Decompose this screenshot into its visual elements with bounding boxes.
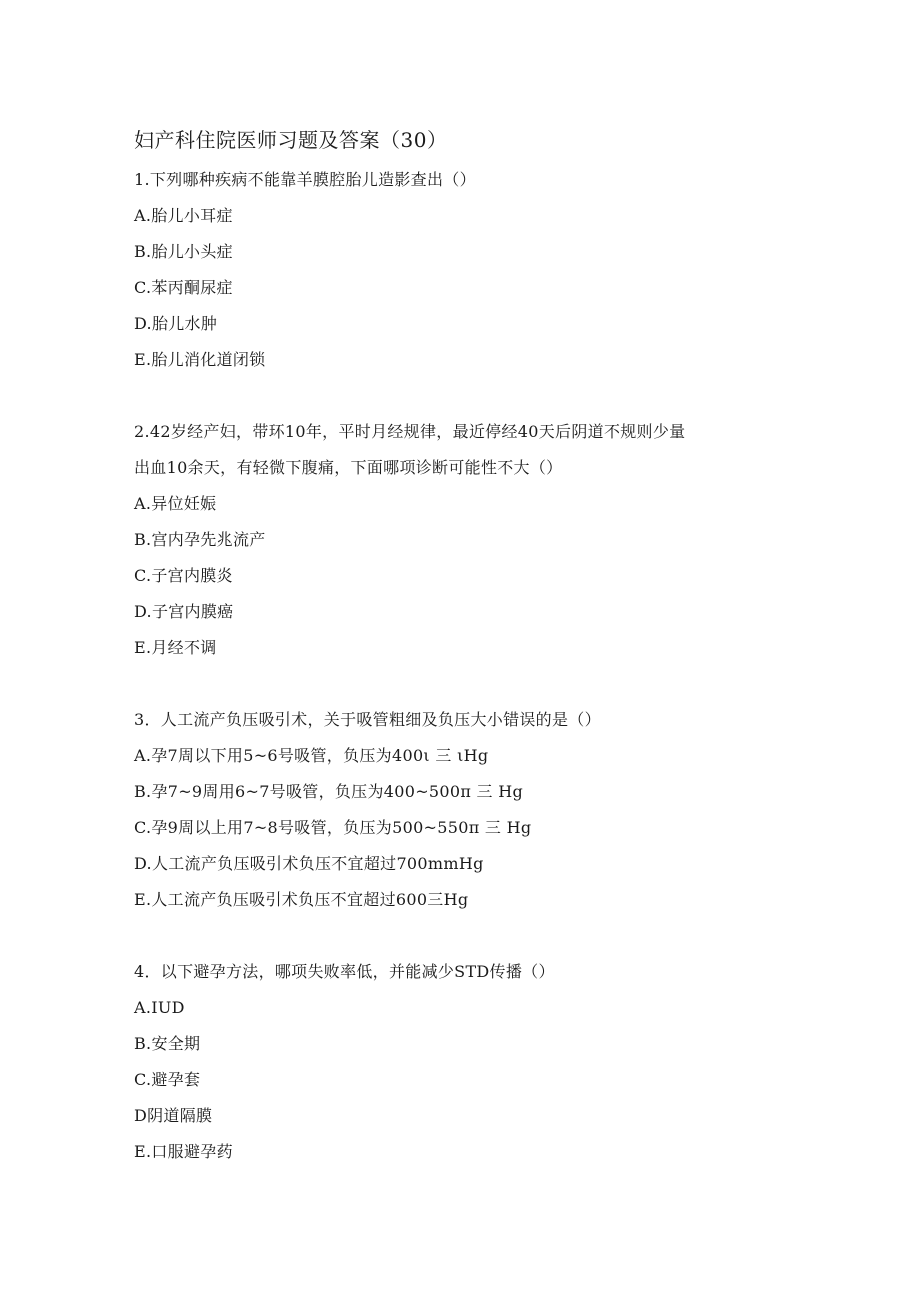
option-a: A.异位妊娠 xyxy=(134,494,217,513)
question-stem: 3．人工流产负压吸引术，关于吸管粗细及负压大小错误的是（） xyxy=(134,710,601,729)
option-d: D阴道隔膜 xyxy=(134,1106,213,1125)
question-stem: 1.下列哪种疾病不能靠羊膜腔胎儿造影查出（） xyxy=(134,170,476,189)
option-e: E.胎儿消化道闭锁 xyxy=(134,350,266,369)
option-e: E.月经不调 xyxy=(134,638,217,657)
option-c: C.苯丙酮尿症 xyxy=(134,278,233,297)
option-e: E.口服避孕药 xyxy=(134,1142,233,1161)
option-a: A.孕7周以下用5~6号吸管，负压为400ι 三 ιHg xyxy=(134,746,489,765)
question-1 xyxy=(134,162,794,378)
option-b: B.宫内孕先兆流产 xyxy=(134,530,266,549)
option-b: B.孕7~9周用6~7号吸管，负压为400~500π 三 Hg xyxy=(134,782,524,801)
option-d: D.胎儿水肿 xyxy=(134,314,218,333)
question-3 xyxy=(134,702,794,918)
option-c: C.孕9周以上用7~8号吸管，负压为500~550π 三 Hg xyxy=(134,818,532,837)
option-c: C.避孕套 xyxy=(134,1070,201,1089)
option-b: B.安全期 xyxy=(134,1034,201,1053)
question-2 xyxy=(134,414,794,666)
option-b: B.胎儿小头症 xyxy=(134,242,233,261)
option-c: C.子宫内膜炎 xyxy=(134,566,233,585)
question-stem-continued: 出血10余天，有轻微下腹痛，下面哪项诊断可能性不大（） xyxy=(134,458,563,477)
option-d: D.子宫内膜癌 xyxy=(134,602,234,621)
option-a: A.IUD xyxy=(134,998,185,1017)
question-stem: 2.42岁经产妇，带环10年，平时月经规律，最近停经40天后阴道不规则少量 xyxy=(134,422,686,441)
option-e: E.人工流产负压吸引术负压不宜超过600三Hg xyxy=(134,890,469,909)
page-title: 妇产科住院医师习题及答案（30） xyxy=(134,128,448,152)
option-a: A.胎儿小耳症 xyxy=(134,206,233,225)
option-d: D.人工流产负压吸引术负压不宜超过700mmHg xyxy=(134,854,484,873)
question-stem: 4．以下避孕方法，哪项失败率低，并能减少STD传播（） xyxy=(134,962,555,981)
question-4 xyxy=(134,954,794,1170)
